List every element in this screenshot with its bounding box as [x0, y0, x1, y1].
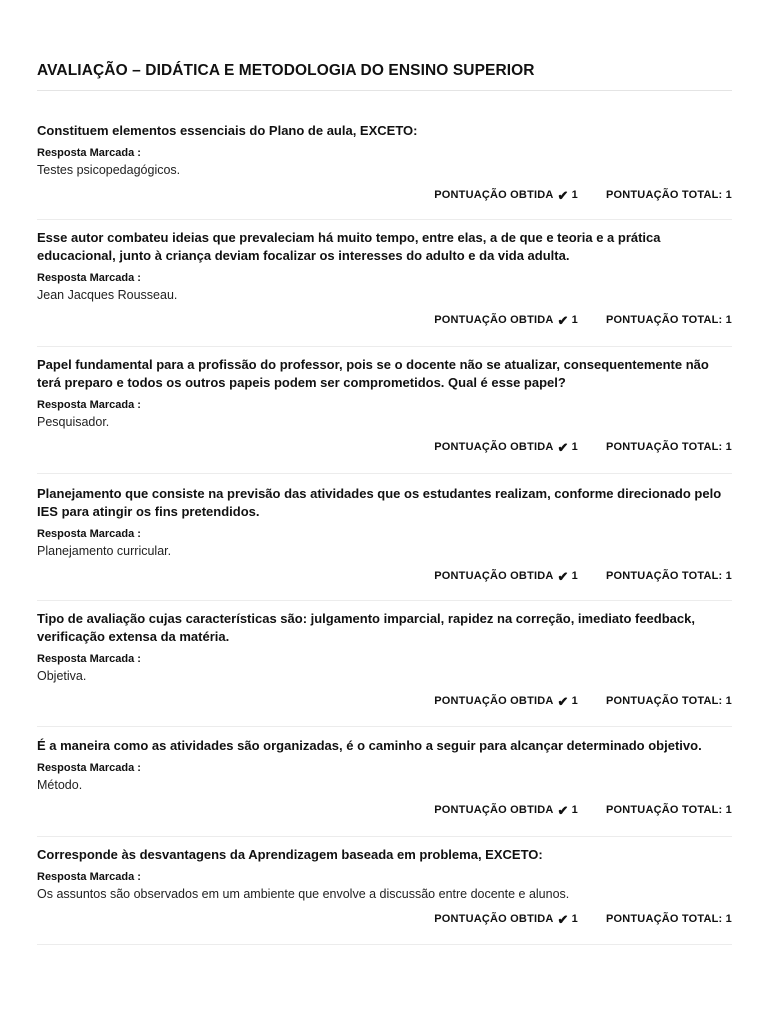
score-obtained-value: 1: [571, 441, 578, 453]
page-title: AVALIAÇÃO – DIDÁTICA E METODOLOGIA DO ENSINO SUPERIOR: [37, 62, 535, 79]
question-block: [37, 737, 732, 818]
score-obtained-label: PONTUAÇÃO OBTIDA: [434, 695, 554, 707]
score-total: [606, 187, 732, 203]
score-row: [37, 439, 732, 455]
score-obtained-label: PONTUAÇÃO OBTIDA: [434, 314, 554, 326]
score-obtained: [434, 312, 578, 328]
answer-text: Objetiva.: [37, 669, 87, 683]
check-icon: ✔: [557, 187, 569, 203]
answer-label: Resposta Marcada :: [37, 147, 141, 159]
score-obtained-label: PONTUAÇÃO OBTIDA: [434, 913, 554, 925]
score-total-value: 1: [725, 804, 732, 816]
score-obtained: [434, 439, 578, 455]
score-total-value: 1: [725, 441, 732, 453]
answer-label: Resposta Marcada :: [37, 762, 141, 774]
score-obtained-value: 1: [571, 695, 578, 707]
question-block: [37, 610, 732, 709]
question-block: [37, 846, 732, 927]
question-block: [37, 485, 732, 584]
score-obtained: [434, 693, 578, 709]
score-obtained-value: 1: [571, 913, 578, 925]
score-total-value: 1: [725, 695, 732, 707]
score-total-label: PONTUAÇÃO TOTAL:: [605, 314, 723, 326]
answer-label: Resposta Marcada :: [37, 528, 141, 540]
question-text: Esse autor combateu ideias que prevaleciam há muito tempo, entre elas, a de que e teoria e a prática educacional, junto à criança deviam focalizar os interesses do adulto e da vida adulta.: [37, 230, 661, 263]
question-divider: [37, 944, 732, 945]
score-obtained-value: 1: [571, 189, 578, 201]
score-obtained: [434, 911, 578, 927]
score-obtained-value: 1: [571, 804, 578, 816]
question-text: Corresponde às desvantagens da Aprendizagem baseada em problema, EXCETO:: [37, 847, 543, 862]
score-total-label: PONTUAÇÃO TOTAL:: [605, 804, 723, 816]
question-text: É a maneira como as atividades são organizadas, é o caminho a seguir para alcançar determinado objetivo.: [37, 738, 702, 753]
score-total: [606, 439, 732, 455]
score-total-label: PONTUAÇÃO TOTAL:: [605, 189, 723, 201]
check-icon: ✔: [557, 568, 569, 584]
answer-label: Resposta Marcada :: [37, 272, 141, 284]
score-obtained-value: 1: [571, 570, 578, 582]
score-total: [606, 911, 732, 927]
answer-label: Resposta Marcada :: [37, 653, 141, 665]
score-row: [37, 693, 732, 709]
question-text: Papel fundamental para a profissão do professor, pois se o docente não se atualizar, consequentemente não terá preparo e todos os outros papeis podem ser comprometidos. Qual é esse papel?: [37, 357, 709, 390]
score-total: [606, 802, 732, 818]
score-obtained: [434, 568, 578, 584]
answer-text: Planejamento curricular.: [37, 544, 172, 558]
question-block: [37, 122, 732, 203]
question-divider: [37, 836, 732, 837]
check-icon: ✔: [557, 911, 569, 927]
question-divider: [37, 473, 732, 474]
title-divider: [37, 90, 732, 91]
score-total: [606, 693, 732, 709]
check-icon: ✔: [557, 693, 569, 709]
score-obtained-label: PONTUAÇÃO OBTIDA: [434, 441, 554, 453]
score-row: [37, 802, 732, 818]
question-text: Planejamento que consiste na previsão das atividades que os estudantes realizam, conforme direcionado pelo IES para atingir os fins pretendidos.: [37, 486, 722, 519]
question-divider: [37, 600, 732, 601]
answer-label: Resposta Marcada :: [37, 871, 141, 883]
score-total-label: PONTUAÇÃO TOTAL:: [605, 695, 723, 707]
score-total-value: 1: [725, 189, 732, 201]
question-block: [37, 229, 732, 328]
score-total: [606, 312, 732, 328]
score-total: [606, 568, 732, 584]
score-obtained-value: 1: [571, 314, 578, 326]
score-row: [37, 187, 732, 203]
score-obtained-label: PONTUAÇÃO OBTIDA: [434, 804, 554, 816]
score-obtained-label: PONTUAÇÃO OBTIDA: [434, 189, 554, 201]
score-row: [37, 568, 732, 584]
question-divider: [37, 346, 732, 347]
score-total-value: 1: [725, 570, 732, 582]
score-row: [37, 911, 732, 927]
score-total-label: PONTUAÇÃO TOTAL:: [605, 570, 723, 582]
question-text: Tipo de avaliação cujas características são: julgamento imparcial, rapidez na correção, imediato feedback, verificação extensa da matéria.: [37, 611, 695, 644]
score-row: [37, 312, 732, 328]
score-total-label: PONTUAÇÃO TOTAL:: [605, 913, 723, 925]
answer-text: Método.: [37, 778, 83, 792]
check-icon: ✔: [557, 439, 569, 455]
score-obtained: [434, 802, 578, 818]
question-block: [37, 356, 732, 455]
answer-text: Testes psicopedagógicos.: [37, 163, 181, 177]
score-obtained: [434, 187, 578, 203]
answer-text: Jean Jacques Rousseau.: [37, 288, 178, 302]
score-obtained-label: PONTUAÇÃO OBTIDA: [434, 570, 554, 582]
answer-text: Pesquisador.: [37, 415, 110, 429]
question-text: Constituem elementos essenciais do Plano de aula, EXCETO:: [37, 123, 418, 138]
check-icon: ✔: [557, 312, 569, 328]
score-total-value: 1: [725, 913, 732, 925]
answer-text: Os assuntos são observados em um ambiente que envolve a discussão entre docente e alunos.: [37, 887, 570, 901]
score-total-value: 1: [725, 314, 732, 326]
question-divider: [37, 726, 732, 727]
question-divider: [37, 219, 732, 220]
check-icon: ✔: [557, 802, 569, 818]
score-total-label: PONTUAÇÃO TOTAL:: [605, 441, 723, 453]
answer-label: Resposta Marcada :: [37, 399, 141, 411]
